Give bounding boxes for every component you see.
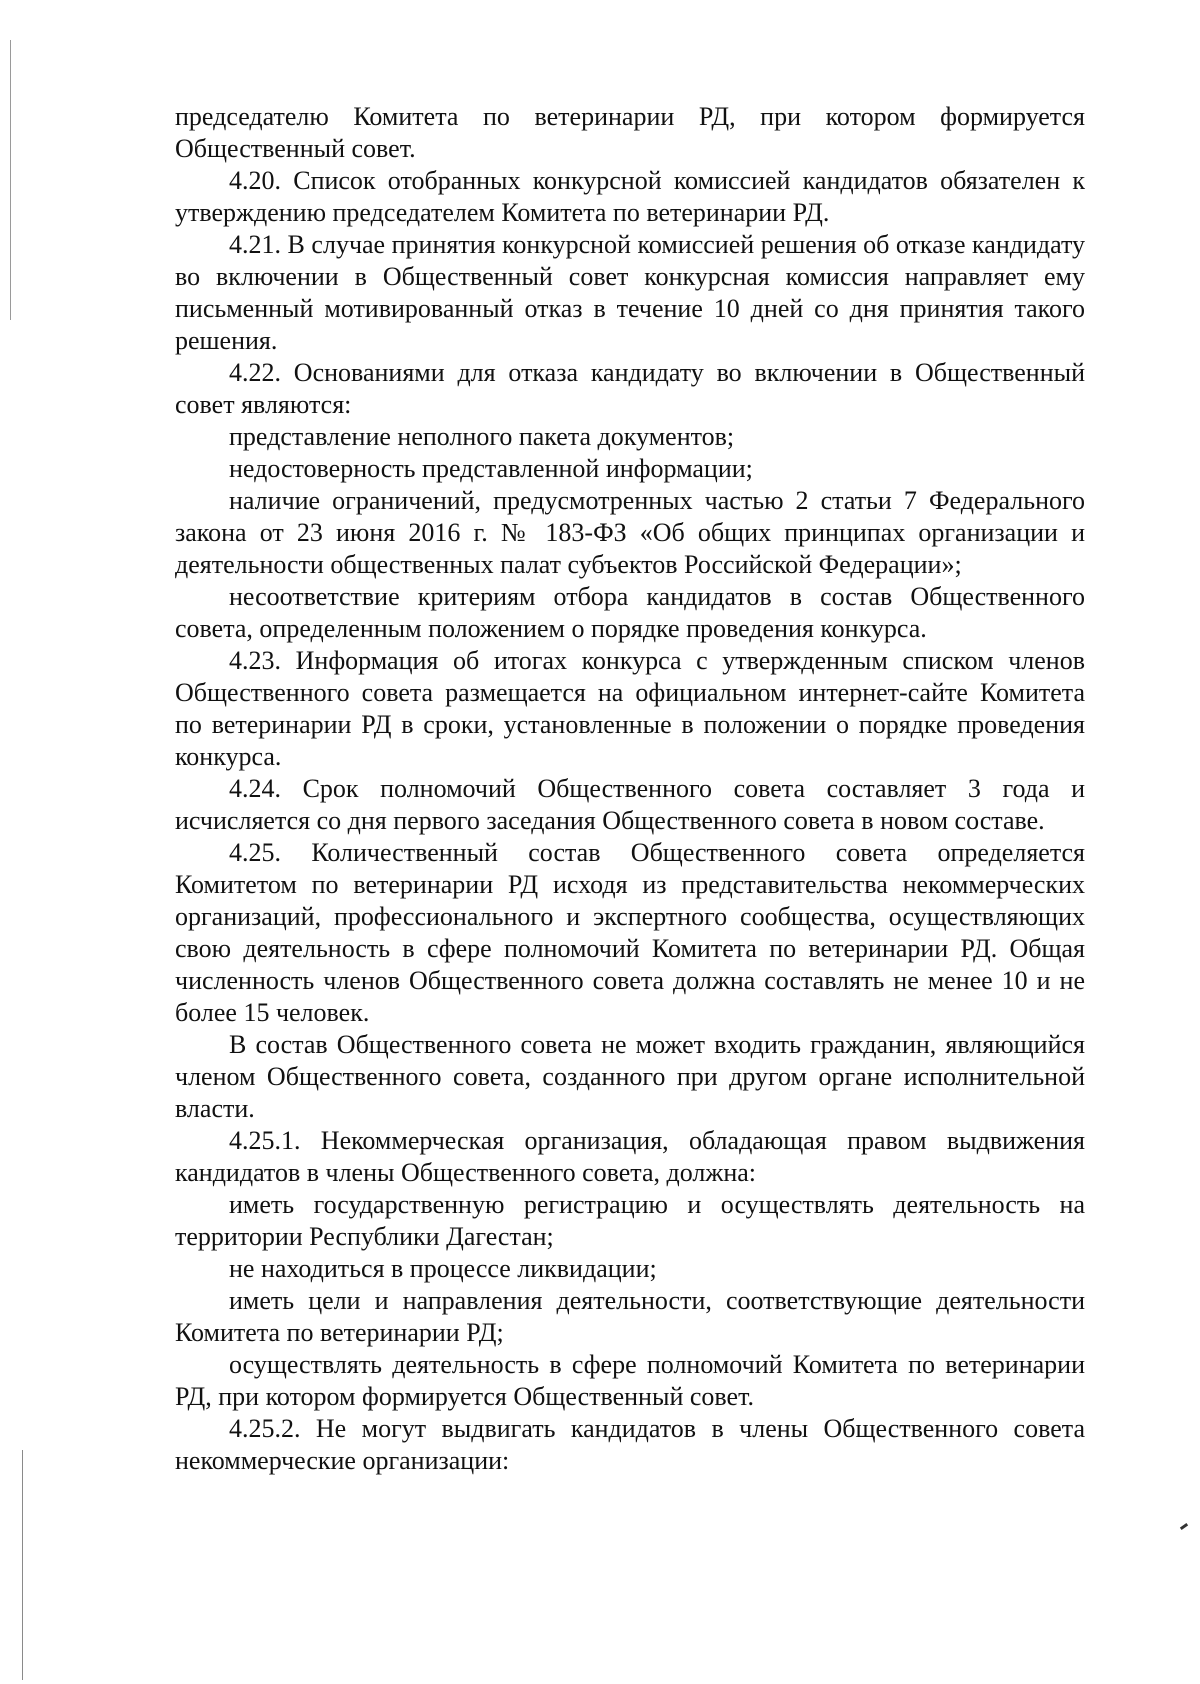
- scan-edge-line: [10, 40, 11, 320]
- document-body: [175, 101, 1085, 1477]
- paragraph: 4.25.1. Некоммерческая организация, обладающая правом выдвижения кандидатов в члены Общественного совета, должна:: [175, 1126, 1085, 1187]
- paragraph: несоответствие критериям отбора кандидатов в состав Общественного совета, определенным положением о порядке проведения конкурса.: [175, 582, 1085, 643]
- paragraph: наличие ограничений, предусмотренных частью 2 статьи 7 Федерального закона от 23 июня 2016 г. № 183-ФЗ «Об общих принципах организации и деятельности общественных палат субъектов Российской Федерации»;: [175, 486, 1085, 579]
- paragraph: иметь цели и направления деятельности, соответствующие деятельности Комитета по ветеринарии РД;: [175, 1286, 1085, 1347]
- paragraph: В состав Общественного совета не может входить гражданин, являющийся членом Общественного совета, созданного при другом органе исполнительной власти.: [175, 1030, 1085, 1123]
- paragraph: иметь государственную регистрацию и осуществлять деятельность на территории Республики Дагестан;: [175, 1190, 1085, 1251]
- paragraph: 4.22. Основаниями для отказа кандидату во включении в Общественный совет являются:: [175, 358, 1085, 419]
- paragraph: 4.20. Список отобранных конкурсной комиссией кандидатов обязателен к утверждению председателем Комитета по ветеринарии РД.: [175, 166, 1085, 227]
- paragraph: представление неполного пакета документов;: [229, 422, 735, 451]
- paragraph: 4.25. Количественный состав Общественного совета определяется Комитетом по ветеринарии РД исходя из представительства некоммерческих организаций, профессионального и экспертного сообщества, осуществляющих свою деятельность в сфере полномочий Комитета по ветеринарии РД. Общая численность членов Общественного совета должна составлять не менее 10 и не более 15 человек.: [175, 838, 1085, 1027]
- paragraph: 4.24. Срок полномочий Общественного совета составляет 3 года и исчисляется со дня первого заседания Общественного совета в новом составе.: [175, 774, 1085, 835]
- paragraph: 4.21. В случае принятия конкурсной комиссией решения об отказе кандидату во включении в Общественный совет конкурсная комиссия направляет ему письменный мотивированный отказ в течение 10 дней со дня принятия такого решения.: [175, 230, 1085, 355]
- paragraph: 4.25.2. Не могут выдвигать кандидатов в члены Общественного совета некоммерческие организации:: [175, 1414, 1085, 1475]
- paragraph: осуществлять деятельность в сфере полномочий Комитета по ветеринарии РД, при котором формируется Общественный совет.: [175, 1350, 1085, 1411]
- paragraph: 4.23. Информация об итогах конкурса с утвержденным списком членов Общественного совета размещается на официальном интернет-сайте Комитета по ветеринарии РД в сроки, установленные в положении о порядке проведения конкурса.: [175, 646, 1085, 771]
- paragraph: председателю Комитета по ветеринарии РД, при котором формируется Общественный совет.: [175, 102, 1085, 163]
- paragraph: не находиться в процессе ликвидации;: [229, 1254, 657, 1283]
- paragraph: недостоверность представленной информации;: [229, 454, 753, 483]
- scan-edge-line-lower: [22, 1450, 23, 1680]
- scan-mark: [1180, 1523, 1188, 1530]
